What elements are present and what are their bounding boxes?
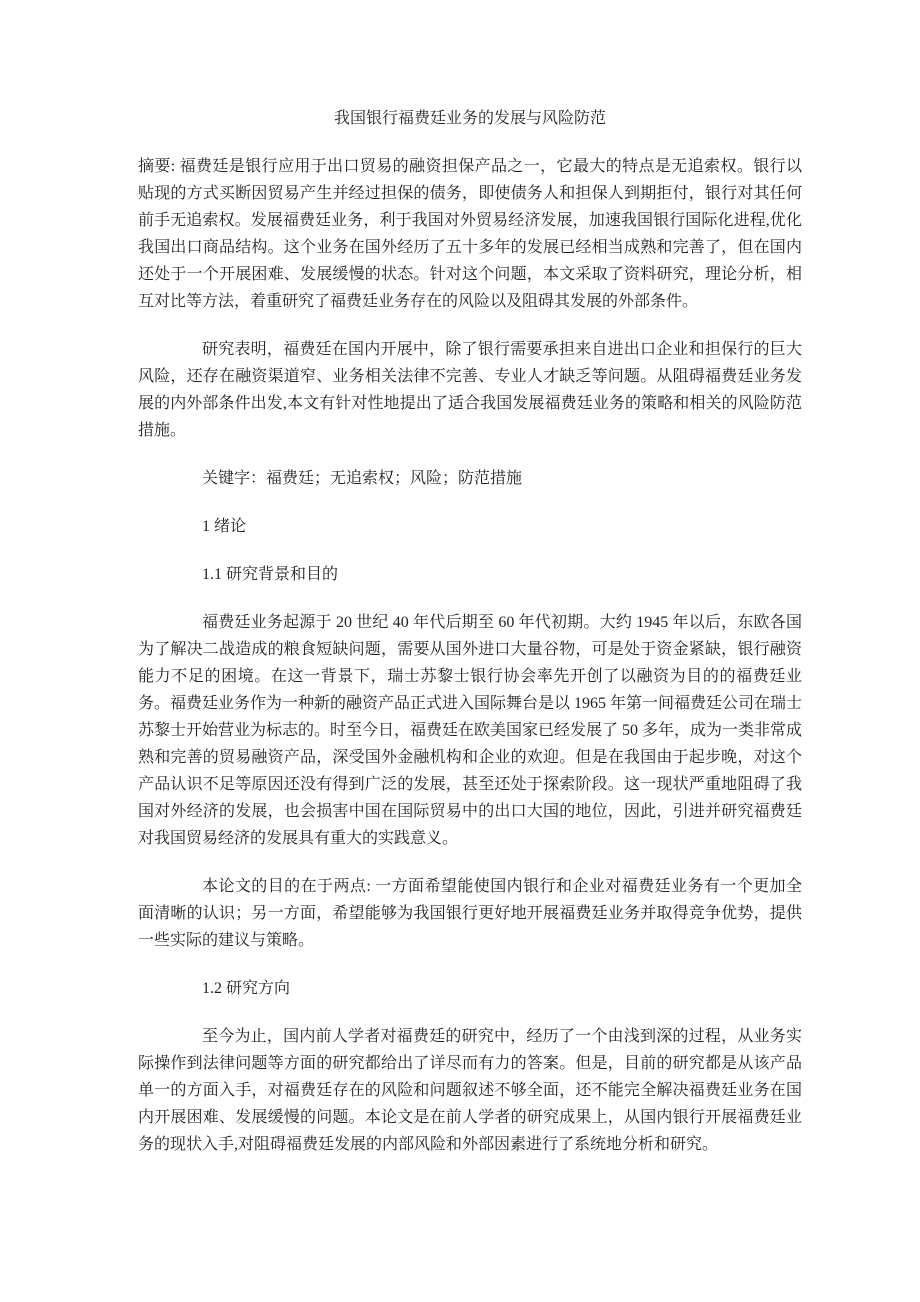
document-content <box>138 105 802 1158</box>
section-heading-1-1: 1.1 研究背景和目的 <box>202 566 339 583</box>
keywords-line: 关键字：福费廷；无追索权；风险；防范措施 <box>202 470 523 487</box>
document-title: 我国银行福费廷业务的发展与风险防范 <box>333 110 606 127</box>
background-paragraph: 福费廷业务起源于 20 世纪 40 年代后期至 60 年代初期。大约 1945 年以后，东欧各国为了解决二战造成的粮食短缺问题，需要从国外进口大量谷物，可是处于资金紧缺，银行融资能力不足的困境。在这一背景下，瑞士苏黎士银行协会率先开创了以融资为目的的福费廷业务。福费廷业务作为一种新的融资产品正式进入国际舞台是以 1965 年第一间福费廷公司在瑞士苏黎士开始营业为标志的。时至今日，福费廷在欧美国家已经发展了 50 多年，成为一类非常成熟和完善的贸易融资产品，深受国外金融机构和企业的欢迎。但是在我国由于起步晚，对这个产品认识不足等原因还没有得到广泛的发展，甚至还处于探索阶段。这一现状严重地阻碍了我国对外经济的发展，也会损害中国在国际贸易中的出口大国的地位，因此，引进并研究福费廷对我国贸易经济的发展具有重大的实践意义。 <box>138 614 803 847</box>
abstract-paragraph-2: 研究表明，福费廷在国内开展中，除了银行需要承担来自进出口企业和担保行的巨大风险，还存在融资渠道窄、业务相关法律不完善、专业人才缺乏等问题。从阻碍福费廷业务发展的内外部条件出发,本文有针对性地提出了适合我国发展福费廷业务的策略和相关的风险防范措施。 <box>138 341 802 439</box>
section-heading-1: 1 绪论 <box>202 518 247 535</box>
direction-paragraph: 至今为止，国内前人学者对福费廷的研究中，经历了一个由浅到深的过程，从业务实际操作到法律问题等方面的研究都给出了详尽而有力的答案。但是，目前的研究都是从该产品单一的方面入手，对福费廷存在的风险和问题叙述不够全面，还不能完全解决福费廷业务在国内开展困难、发展缓慢的问题。本论文是在前人学者的研究成果上，从国内银行开展福费廷业务的现状入手,对阻碍福费廷发展的内部风险和外部因素进行了系统地分析和研究。 <box>138 1028 802 1153</box>
section-heading-1-2: 1.2 研究方向 <box>202 980 291 997</box>
purpose-paragraph: 本论文的目的在于两点: 一方面希望能使国内银行和企业对福费廷业务有一个更加全面清晰的认识；另一方面，希望能够为我国银行更好地开展福费廷业务并取得竞争优势，提供一些实际的建议与策略。 <box>138 878 802 949</box>
abstract-paragraph: 摘要: 福费廷是银行应用于出口贸易的融资担保产品之一，它最大的特点是无追索权。银行以贴现的方式买断因贸易产生并经过担保的债务，即使债务人和担保人到期拒付，银行对其任何前手无追索权。发展福费廷业务，利于我国对外贸易经济发展，加速我国银行国际化进程,优化我国出口商品结构。这个业务在国外经历了五十多年的发展已经相当成熟和完善了，但在国内还处于一个开展困难、发展缓慢的状态。针对这个问题，本文采取了资料研究，理论分析，相互对比等方法，着重研究了福费廷业务存在的风险以及阻碍其发展的外部条件。 <box>138 158 802 310</box>
